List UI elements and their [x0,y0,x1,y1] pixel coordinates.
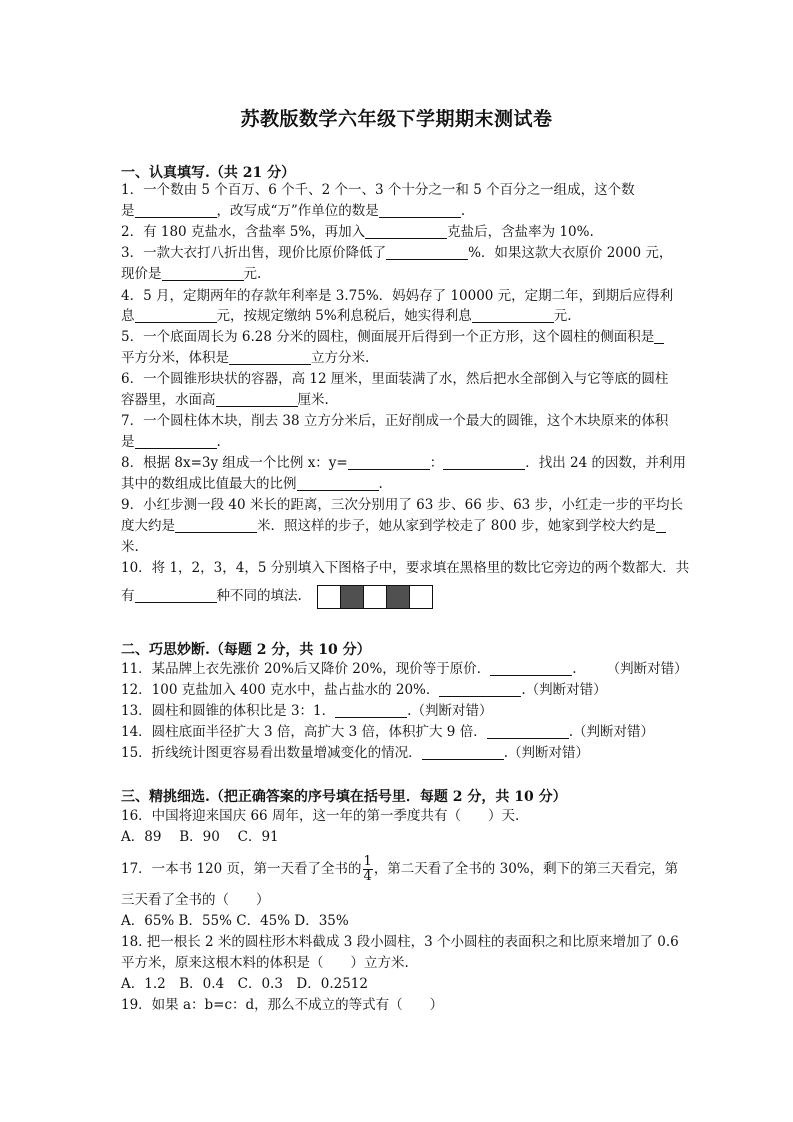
q6-text-1: 容器里，水面高 [121,392,216,408]
q11-text-1: 11．某品牌上衣先涨价 20%后又降价 20%，现价等于原价． [121,661,491,677]
q5-text-1: 5．一个底面周长为 6.28 分米的圆柱，侧面展开后得到一个正方形，这个圆柱的侧面积是 [121,329,655,345]
q17-options: A．65% B．55% C．45% D．35% [121,913,349,929]
q15-text-1: 15．折线统计图更容易看出数量增减变化的情况． [121,745,422,761]
q3-text-1: 3．一款大衣打八折出售，现价比原价降低了 [121,245,387,261]
q9-text-1: 度大约是 [121,518,175,534]
q8-blank-3[interactable] [297,476,379,491]
q7-line-2 [121,432,221,452]
grid-cell-white[interactable] [410,586,432,608]
q3-text-3: 现价是 [121,266,162,282]
section-2-heading: 二、巧思妙断.（每题 2 分，共 10 分） [121,642,371,658]
q10-blank[interactable] [135,588,217,603]
q14-line [121,722,654,742]
q10-line-1: 10．将 1，2，3，4，5 分别填入下图格子中，要求填在黑格里的数比它旁边的两个数都大．共 [121,560,690,576]
q4-text-3: 元. [553,308,572,324]
q13-text-1: 13．圆柱和圆锥的体积比是 3：1． [121,703,336,719]
q16-options: A．89 B．90 C．91 [121,829,279,845]
q6-line-2 [121,390,329,410]
q8-blank-2[interactable] [443,455,525,470]
q6-line-1: 6．一个圆锥形块状的容器，高 12 厘米，里面装满了水，然后把水全部倒入与它等底的圆柱 [121,371,669,387]
q8-text-2: ： [429,455,444,471]
q8-text-3: ．找出 24 的因数，并利用 [525,455,687,471]
q2-text-1: 2．有 180 克盐水，含盐率 5%，再加入 [121,224,366,240]
q15-text-2: .（判断对错） [503,745,589,761]
q2-line [121,222,594,242]
q19-line: 19．如果 a：b=c：d，那么不成立的等式有（ ） [121,997,444,1013]
q14-text-1: 14．圆柱底面半径扩大 3 倍，高扩大 3 倍，体积扩大 9 倍． [121,724,487,740]
q2-blank[interactable] [365,224,447,239]
q4-blank-1[interactable] [135,308,217,323]
q10-text-2: 种不同的填法. [216,588,302,604]
q1-line-2 [121,201,465,221]
fraction-denominator: 4 [363,869,372,884]
grid-cell-black[interactable] [341,586,364,608]
q15-blank[interactable] [422,745,504,760]
q10-grid [317,585,433,609]
q8-text-1: 8．根据 8x=3y 组成一个比例 x：y= [121,455,348,471]
q17-text-2: ，第二天看了全书的 30%，剩下的第三天看完，第 [373,861,679,877]
q1-blank-2[interactable] [379,203,461,218]
q10-text-1: 有 [121,588,135,604]
q1-text-2: ，改写成“万”作单位的数是 [216,203,379,219]
q11-text-2: . [572,661,577,677]
q1-blank-1[interactable] [135,203,217,218]
q8-line-2 [121,474,383,494]
q13-blank[interactable] [335,703,407,718]
section-1-heading: 一、认真填写.（共 21 分） [121,165,296,181]
q1-line-1: 1．一个数由 5 个百万、6 个千、2 个一、3 个十分之一和 5 个百分之一组成，这个数 [121,182,635,198]
q5-blank-2[interactable] [229,350,311,365]
q8-text-4: 其中的数组成比值最大的比例 [121,476,297,492]
q3-text-4: 元. [243,266,262,282]
q17-line-2: 三天看了全书的（ ） [121,892,270,908]
q9-blank-2[interactable] [656,518,666,533]
q14-blank[interactable] [487,724,569,739]
q12-text-2: .（判断对错） [521,682,607,698]
q7-blank[interactable] [135,434,217,449]
q6-blank[interactable] [216,392,298,407]
q5-line-1 [121,327,664,347]
q3-blank-2[interactable] [162,266,244,281]
q18-options: A．1.2 B．0.4 C．0.3 D．0.2512 [121,976,368,992]
q10-line-2 [121,586,302,606]
q12-text-1: 12．100 克盐加入 400 克水中，盐占盐水的 20%． [121,682,440,698]
q16-line: 16．中国将迎来国庆 66 周年，这一年的第一季度共有（ ）天. [121,808,520,824]
q2-text-2: 克盐后，含盐率为 10%. [447,224,594,240]
q9-line-3: 米. [121,539,139,555]
q6-text-2: 厘米. [297,392,329,408]
q4-blank-2[interactable] [472,308,554,323]
q4-line-2 [121,306,572,326]
q12-line [121,680,607,700]
grid-cell-white[interactable] [318,586,341,608]
q5-text-2: 平方分米，体积是 [121,350,229,366]
q3-text-2: %．如果这款大衣原价 2000 元， [468,245,673,261]
q7-text-1: 是 [121,434,135,450]
q4-line-1: 4．5 月，定期两年的存款年利率是 3.75%．妈妈存了 10000 元，定期二年，到期后应得利 [121,288,674,304]
q1-text-3: . [460,203,466,219]
q11-blank[interactable] [490,661,572,676]
q5-line-2 [121,348,369,368]
q7-line-1: 7．一个圆柱体木块，削去 38 立方分米后，正好削成一个最大的圆锥，这个木块原来的体积 [121,413,669,429]
q5-blank-1[interactable] [654,329,664,344]
grid-cell-white[interactable] [364,586,387,608]
q8-line-1 [121,453,686,473]
fraction-numerator: 1 [363,854,372,869]
section-3-heading: 三、精挑细选.（把正确答案的序号填在括号里．每题 2 分，共 10 分） [121,789,567,805]
q3-line-1 [121,243,672,263]
q14-text-2: .（判断对错） [568,724,654,740]
q1-text-1: 是 [121,203,135,219]
q9-line-2 [121,516,666,536]
q11-text-3: （判断对错） [606,661,688,677]
q17-text-1: 17．一本书 120 页，第一天看了全书的 [121,861,362,877]
q3-line-2 [121,264,261,284]
q9-blank-1[interactable] [175,518,257,533]
q3-blank-1[interactable] [386,245,468,260]
q9-text-2: 米．照这样的步子，她从家到学校走了 800 步，她家到学校大约是 [257,518,656,534]
q8-blank-1[interactable] [348,455,430,470]
q13-line [121,701,492,721]
q9-line-1: 9．小红步测一段 40 米长的距离，三次分别用了 63 步、66 步、63 步，小红走一步的平均长 [121,497,684,513]
q7-text-2: . [216,434,221,450]
q4-text-2: 元，按规定缴纳 5%利息税后，她实得利息 [216,308,472,324]
q15-line [121,743,589,763]
q17-fraction [363,855,373,884]
q13-text-2: .（判断对错） [407,703,493,719]
q8-text-5: . [378,476,383,492]
q18-line-2: 平方米，原来这根木料的体积是（ ）立方米. [121,955,409,971]
q18-line-1: 18. 把一根长 2 米的圆柱形木料截成 3 段小圆柱，3 个小圆柱的表面积之和比原来增加了 0.6 [121,934,679,950]
q17-line-1 [121,855,678,884]
grid-cell-black[interactable] [387,586,410,608]
q5-text-3: 立方分米. [311,350,370,366]
page-title: 苏教版数学六年级下学期期末测试卷 [240,108,553,130]
q4-text-1: 息 [121,308,135,324]
q12-blank[interactable] [439,682,521,697]
q11-line [121,659,688,679]
